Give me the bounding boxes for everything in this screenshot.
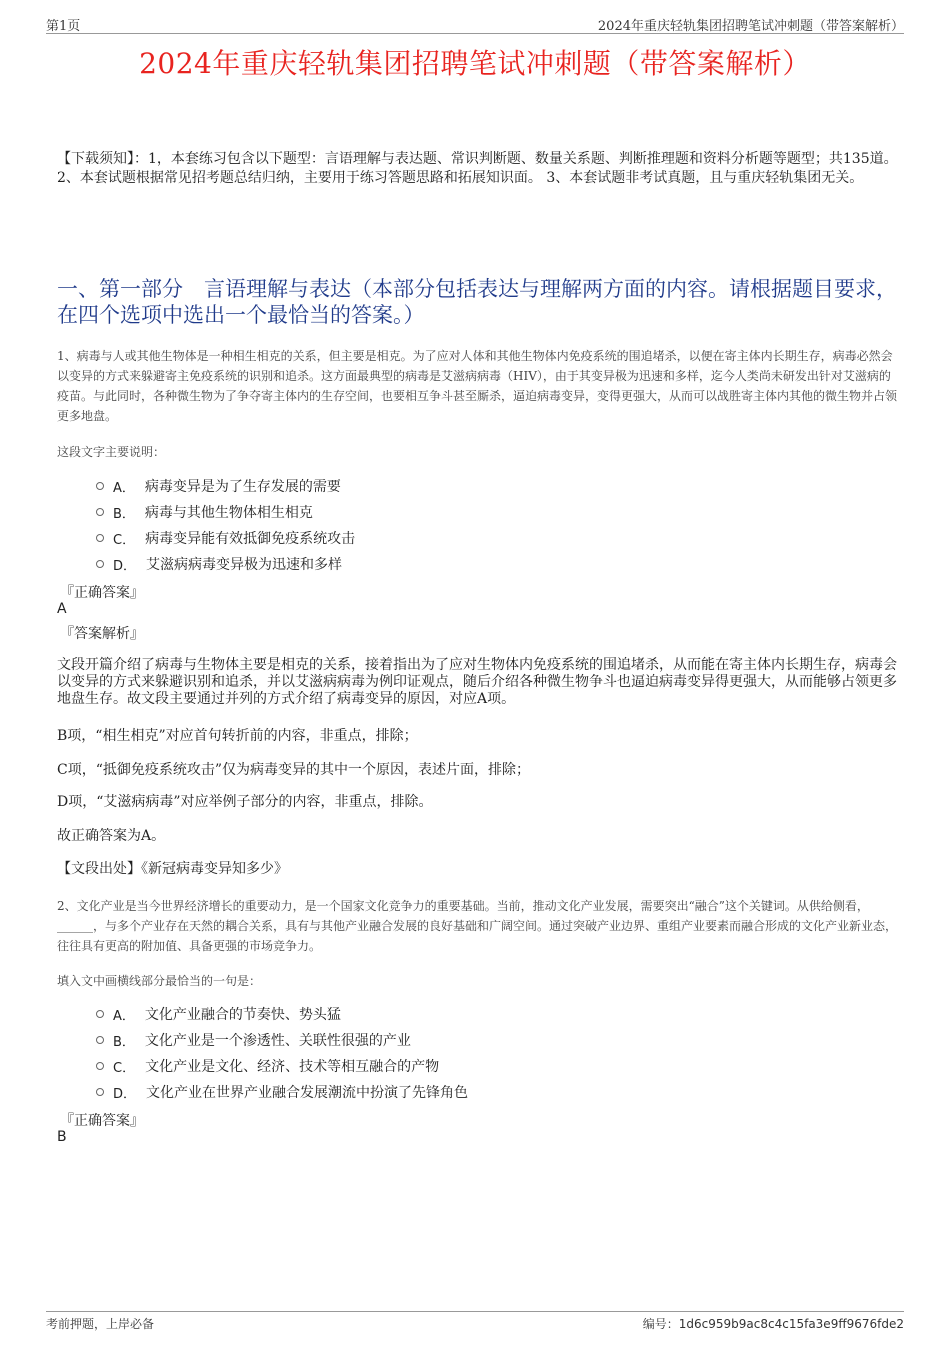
option-letter: B． xyxy=(113,506,135,522)
section-title: 一、第一部分 言语理解与表达（本部分包括表达与理解两方面的内容。请根据题目要求，在四个选项中选出一个最恰当的答案。） xyxy=(57,277,897,327)
option-text: 艾滋病病毒变异极为迅速和多样 xyxy=(146,557,343,573)
question-2-answer: B xyxy=(57,1129,67,1145)
question-2-option-d[interactable] xyxy=(96,1079,468,1105)
question-1-analysis-b: B项，“相生相克”对应首句转折前的内容，非重点，排除； xyxy=(57,728,418,744)
question-2-text: 2、文化产业是当今世界经济增长的重要动力，是一个国家文化竞争力的重要基础。当前，推动文化产业发展，需要突出“融合”这个关键词。从供给侧看，______，与多个产业存在天然的耦合关系，具有与其他产业融合发展的良好基础和广阔空间。通过突破产业边界、重组产业要素而融合形成的文化产业新业态，往往具有更高的附加值、具备更强的市场竞争力。 xyxy=(57,899,898,953)
radio-icon[interactable] xyxy=(96,560,104,568)
download-notice: 【下载须知】：1，本套练习包含以下题型：言语理解与表达题、常识判断题、数量关系题、判断推理题和资料分析题等题型；共135道。 2、本套试题根据常见招考题总结归纳，主要用于练习答题思路和拓展知识面。 3、本套试题非考试真题，且与重庆轻轨集团无关。 xyxy=(57,151,898,186)
question-1-source: 【文段出处】《新冠病毒变异知多少》 xyxy=(57,861,288,877)
option-letter: A． xyxy=(113,480,135,496)
footer-slogan: 考前押题，上岸必备 xyxy=(46,1317,155,1331)
header-divider xyxy=(46,33,904,34)
radio-icon[interactable] xyxy=(96,508,104,516)
option-text: 病毒变异能有效抵御免疫系统攻击 xyxy=(145,531,356,547)
header-page-label: 第1页 xyxy=(46,19,81,34)
question-1-analysis-d: D项，“艾滋病病毒”对应举例子部分的内容，非重点，排除。 xyxy=(57,794,433,810)
question-2-option-c[interactable] xyxy=(96,1053,468,1079)
option-letter: D． xyxy=(113,1086,137,1102)
radio-icon[interactable] xyxy=(96,534,104,542)
radio-icon[interactable] xyxy=(96,1010,104,1018)
question-1-option-b[interactable] xyxy=(96,499,355,525)
question-1-answer-label: 『正确答案』 xyxy=(60,585,144,601)
option-text: 文化产业是文化、经济、技术等相互融合的产物 xyxy=(145,1059,440,1075)
question-1-options xyxy=(96,473,355,577)
footer-code-label: 编号： xyxy=(642,1317,679,1331)
page-title: 2024年重庆轻轨集团招聘笔试冲刺题（带答案解析） xyxy=(139,47,811,80)
option-text: 文化产业是一个渗透性、关联性很强的产业 xyxy=(144,1033,411,1049)
option-letter: B． xyxy=(113,1034,135,1050)
question-1-text: 1、病毒与人或其他生物体是一种相生相克的关系，但主要是相克。为了应对人体和其他生物体内免疫系统的围追堵杀，以便在寄主体内长期生存，病毒必然会以变异的方式来躲避寄主免疫系统的识别和追杀。这方面最典型的病毒是艾滋病病毒（HIV），由于其变异极为迅速和多样，迄今人类尚未研发出针对艾滋病的疫苗。与此同时，各种微生物为了争夺寄主体内的生存空间，也要相互争斗甚至厮杀，逼迫病毒变异，变得更强大，从而可以战胜寄主体内其他的微生物并占领更多地盘。 xyxy=(57,349,898,423)
question-1-option-a[interactable] xyxy=(96,473,355,499)
radio-icon[interactable] xyxy=(96,1088,104,1096)
option-text: 文化产业在世界产业融合发展潮流中扮演了先锋角色 xyxy=(146,1085,469,1101)
option-letter: D． xyxy=(113,558,137,574)
option-text: 病毒与其他生物体相生相克 xyxy=(144,505,313,521)
question-2-option-a[interactable] xyxy=(96,1001,468,1027)
question-1-answer: A xyxy=(57,601,67,617)
header-doc-title: 2024年重庆轻轨集团招聘笔试冲刺题（带答案解析） xyxy=(597,19,904,34)
question-1-analysis-label: 『答案解析』 xyxy=(60,626,144,642)
option-text: 文化产业融合的节奏快、势头猛 xyxy=(144,1007,341,1023)
question-1-option-c[interactable] xyxy=(96,525,355,551)
footer-doc-code xyxy=(643,1315,904,1332)
question-2-options xyxy=(96,1001,468,1105)
question-2-prompt: 填入文中画横线部分最恰当的一句是： xyxy=(57,974,262,988)
question-1-analysis-c: C项，“抵御免疫系统攻击”仅为病毒变异的其中一个原因，表述片面，排除； xyxy=(57,762,531,778)
option-letter: A． xyxy=(113,1008,135,1024)
option-letter: C． xyxy=(113,1060,136,1076)
option-letter: C． xyxy=(113,532,136,548)
question-2-option-b[interactable] xyxy=(96,1027,468,1053)
question-1-analysis-para: 文段开篇介绍了病毒与生物体主要是相克的关系，接着指出为了应对生物体内免疫系统的围追堵杀，从而能在寄主体内长期生存，病毒会以变异的方式来躲避识别和追杀，并以艾滋病病毒为例印证观点，随后介绍各种微生物争斗也逼迫病毒变异得更强大，从而能够占领更多地盘生存。故文段主要通过并列的方式介绍了病毒变异的原因，对应A项。 xyxy=(57,657,897,707)
footer-divider xyxy=(46,1311,904,1312)
question-1-prompt: 这段文字主要说明： xyxy=(57,445,166,459)
radio-icon[interactable] xyxy=(96,482,104,490)
radio-icon[interactable] xyxy=(96,1036,104,1044)
question-2-answer-label: 『正确答案』 xyxy=(60,1113,144,1129)
radio-icon[interactable] xyxy=(96,1062,104,1070)
question-1-option-d[interactable] xyxy=(96,551,355,577)
question-1-conclusion: 故正确答案为A。 xyxy=(57,828,166,844)
footer-code-value: 1d6c959b9ac8c4c15fa3e9ff9676fde2 xyxy=(678,1317,904,1331)
option-text: 病毒变异是为了生存发展的需要 xyxy=(144,479,341,495)
